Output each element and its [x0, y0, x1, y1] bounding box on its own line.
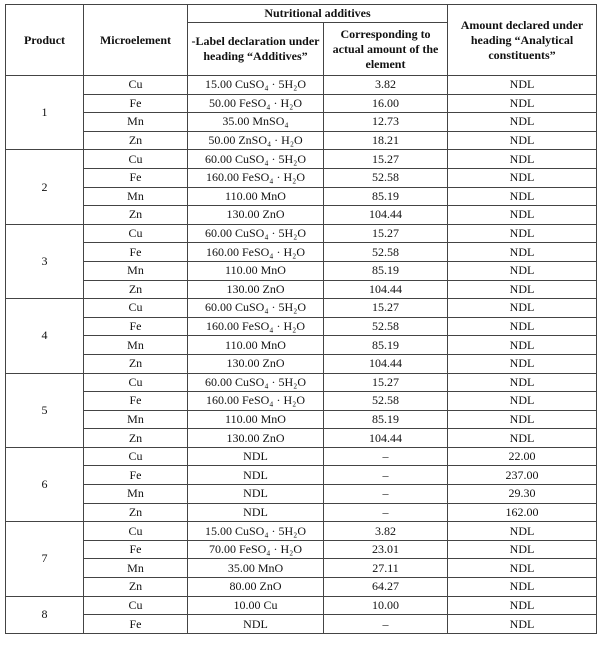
declared-amount-cell: NDL	[448, 540, 597, 559]
declared-amount-cell: NDL	[448, 429, 597, 448]
label-declaration-cell: NDL	[188, 466, 324, 485]
label-declaration-cell: 60.00 CuSO₄ · 5H₂O	[188, 373, 324, 392]
label-declaration-cell: NDL	[188, 503, 324, 522]
microelement-cell: Mn	[84, 559, 188, 578]
actual-amount-cell: –	[324, 615, 448, 634]
declared-amount-cell: NDL	[448, 206, 597, 225]
table-body	[6, 76, 597, 634]
label-declaration-cell: 60.00 CuSO₄ · 5H₂O	[188, 224, 324, 243]
header-nutritional-additives: Nutritional additives	[188, 5, 448, 23]
table-row	[6, 224, 597, 243]
microelement-cell: Mn	[84, 336, 188, 355]
declared-amount-cell: NDL	[448, 187, 597, 206]
label-declaration-cell: 110.00 MnO	[188, 410, 324, 429]
table-row	[6, 447, 597, 466]
declared-amount-cell: NDL	[448, 317, 597, 336]
table-row	[6, 540, 597, 559]
product-number-cell: 4	[6, 299, 84, 373]
label-declaration-cell: 130.00 ZnO	[188, 354, 324, 373]
label-declaration-cell: 15.00 CuSO₄ · 5H₂O	[188, 76, 324, 95]
microelement-cell: Mn	[84, 113, 188, 132]
actual-amount-cell: 15.27	[324, 150, 448, 169]
declared-amount-cell: NDL	[448, 354, 597, 373]
product-number-cell: 5	[6, 373, 84, 447]
table-container	[5, 4, 597, 634]
declared-amount-cell: NDL	[448, 94, 597, 113]
actual-amount-cell: –	[324, 485, 448, 504]
actual-amount-cell: 52.58	[324, 317, 448, 336]
label-declaration-cell: 160.00 FeSO₄ · H₂O	[188, 243, 324, 262]
declared-amount-cell: NDL	[448, 596, 597, 615]
table-row	[6, 280, 597, 299]
label-declaration-cell: 10.00 Cu	[188, 596, 324, 615]
product-number-cell: 1	[6, 76, 84, 150]
label-declaration-cell: 60.00 CuSO₄ · 5H₂O	[188, 299, 324, 318]
header-amount-declared: Amount declared under heading “Analytical constituents”	[448, 5, 597, 76]
actual-amount-cell: 18.21	[324, 131, 448, 150]
microelement-cell: Fe	[84, 243, 188, 262]
table-row	[6, 243, 597, 262]
microelement-cell: Fe	[84, 615, 188, 634]
microelement-cell: Zn	[84, 578, 188, 597]
microelement-cell: Zn	[84, 280, 188, 299]
label-declaration-cell: NDL	[188, 615, 324, 634]
actual-amount-cell: 23.01	[324, 540, 448, 559]
actual-amount-cell: 3.82	[324, 76, 448, 95]
table-row	[6, 373, 597, 392]
declared-amount-cell: NDL	[448, 299, 597, 318]
actual-amount-cell: 85.19	[324, 410, 448, 429]
actual-amount-cell: –	[324, 447, 448, 466]
actual-amount-cell: 104.44	[324, 206, 448, 225]
table-row	[6, 392, 597, 411]
microelement-cell: Cu	[84, 596, 188, 615]
table-row	[6, 336, 597, 355]
declared-amount-cell: NDL	[448, 261, 597, 280]
table-header	[6, 5, 597, 76]
microelement-cell: Mn	[84, 410, 188, 429]
actual-amount-cell: 52.58	[324, 168, 448, 187]
declared-amount-cell: NDL	[448, 150, 597, 169]
label-declaration-cell: 110.00 MnO	[188, 187, 324, 206]
table-row	[6, 299, 597, 318]
table-row	[6, 206, 597, 225]
table-row	[6, 615, 597, 634]
table-row	[6, 596, 597, 615]
actual-amount-cell: 64.27	[324, 578, 448, 597]
declared-amount-cell: NDL	[448, 373, 597, 392]
table-row	[6, 94, 597, 113]
table-row	[6, 429, 597, 448]
table-row	[6, 485, 597, 504]
actual-amount-cell: 12.73	[324, 113, 448, 132]
microelement-cell: Cu	[84, 522, 188, 541]
actual-amount-cell: 16.00	[324, 94, 448, 113]
declared-amount-cell: NDL	[448, 522, 597, 541]
actual-amount-cell: 104.44	[324, 354, 448, 373]
label-declaration-cell: 60.00 CuSO₄ · 5H₂O	[188, 150, 324, 169]
label-declaration-cell: 130.00 ZnO	[188, 280, 324, 299]
actual-amount-cell: 52.58	[324, 243, 448, 262]
declared-amount-cell: 237.00	[448, 466, 597, 485]
header-corresponding: Corresponding to actual amount of the element	[324, 23, 448, 76]
table-row	[6, 150, 597, 169]
label-declaration-cell: NDL	[188, 447, 324, 466]
microelement-cell: Cu	[84, 373, 188, 392]
declared-amount-cell: 22.00	[448, 447, 597, 466]
actual-amount-cell: 15.27	[324, 373, 448, 392]
label-declaration-cell: 50.00 ZnSO₄ · H₂O	[188, 131, 324, 150]
header-product: Product	[6, 5, 84, 76]
declared-amount-cell: 162.00	[448, 503, 597, 522]
table-row	[6, 354, 597, 373]
product-number-cell: 8	[6, 596, 84, 633]
table-row	[6, 168, 597, 187]
microelement-cell: Zn	[84, 354, 188, 373]
declared-amount-cell: NDL	[448, 336, 597, 355]
label-declaration-cell: 160.00 FeSO₄ · H₂O	[188, 392, 324, 411]
declared-amount-cell: NDL	[448, 131, 597, 150]
declared-amount-cell: NDL	[448, 615, 597, 634]
declared-amount-cell: NDL	[448, 113, 597, 132]
table-row	[6, 522, 597, 541]
microelement-cell: Fe	[84, 94, 188, 113]
product-number-cell: 7	[6, 522, 84, 596]
microelement-cell: Zn	[84, 429, 188, 448]
actual-amount-cell: 10.00	[324, 596, 448, 615]
actual-amount-cell: 15.27	[324, 299, 448, 318]
microelement-cell: Cu	[84, 150, 188, 169]
label-declaration-cell: 160.00 FeSO₄ · H₂O	[188, 168, 324, 187]
label-declaration-cell: 50.00 FeSO₄ · H₂O	[188, 94, 324, 113]
label-declaration-cell: 35.00 MnO	[188, 559, 324, 578]
declared-amount-cell: 29.30	[448, 485, 597, 504]
microelement-cell: Cu	[84, 447, 188, 466]
table-row	[6, 113, 597, 132]
microelement-table	[5, 4, 597, 634]
label-declaration-cell: 15.00 CuSO₄ · 5H₂O	[188, 522, 324, 541]
actual-amount-cell: 3.82	[324, 522, 448, 541]
actual-amount-cell: 85.19	[324, 336, 448, 355]
microelement-cell: Cu	[84, 76, 188, 95]
actual-amount-cell: 85.19	[324, 187, 448, 206]
label-declaration-cell: 160.00 FeSO₄ · H₂O	[188, 317, 324, 336]
microelement-cell: Zn	[84, 503, 188, 522]
product-number-cell: 2	[6, 150, 84, 224]
label-declaration-cell: 130.00 ZnO	[188, 429, 324, 448]
header-label-declaration: -Label declaration under heading “Additives”	[188, 23, 324, 76]
table-row	[6, 76, 597, 95]
label-declaration-cell: 80.00 ZnO	[188, 578, 324, 597]
declared-amount-cell: NDL	[448, 280, 597, 299]
table-row	[6, 578, 597, 597]
actual-amount-cell: –	[324, 466, 448, 485]
product-number-cell: 3	[6, 224, 84, 298]
microelement-cell: Cu	[84, 224, 188, 243]
header-microelement: Microelement	[84, 5, 188, 76]
declared-amount-cell: NDL	[448, 76, 597, 95]
microelement-cell: Mn	[84, 485, 188, 504]
actual-amount-cell: 104.44	[324, 280, 448, 299]
declared-amount-cell: NDL	[448, 578, 597, 597]
actual-amount-cell: 52.58	[324, 392, 448, 411]
actual-amount-cell: 85.19	[324, 261, 448, 280]
microelement-cell: Mn	[84, 261, 188, 280]
table-row	[6, 317, 597, 336]
actual-amount-cell: 27.11	[324, 559, 448, 578]
table-row	[6, 131, 597, 150]
declared-amount-cell: NDL	[448, 243, 597, 262]
microelement-cell: Mn	[84, 187, 188, 206]
declared-amount-cell: NDL	[448, 224, 597, 243]
label-declaration-cell: 70.00 FeSO₄ · H₂O	[188, 540, 324, 559]
label-declaration-cell: NDL	[188, 485, 324, 504]
declared-amount-cell: NDL	[448, 410, 597, 429]
table-row	[6, 187, 597, 206]
microelement-cell: Fe	[84, 392, 188, 411]
product-number-cell: 6	[6, 447, 84, 521]
microelement-cell: Fe	[84, 466, 188, 485]
table-row	[6, 559, 597, 578]
declared-amount-cell: NDL	[448, 559, 597, 578]
declared-amount-cell: NDL	[448, 168, 597, 187]
label-declaration-cell: 130.00 ZnO	[188, 206, 324, 225]
table-row	[6, 410, 597, 429]
table-row	[6, 503, 597, 522]
label-declaration-cell: 35.00 MnSO₄	[188, 113, 324, 132]
microelement-cell: Zn	[84, 131, 188, 150]
actual-amount-cell: –	[324, 503, 448, 522]
label-declaration-cell: 110.00 MnO	[188, 336, 324, 355]
microelement-cell: Fe	[84, 317, 188, 336]
label-declaration-cell: 110.00 MnO	[188, 261, 324, 280]
table-row	[6, 466, 597, 485]
microelement-cell: Cu	[84, 299, 188, 318]
declared-amount-cell: NDL	[448, 392, 597, 411]
actual-amount-cell: 104.44	[324, 429, 448, 448]
microelement-cell: Zn	[84, 206, 188, 225]
actual-amount-cell: 15.27	[324, 224, 448, 243]
table-row	[6, 261, 597, 280]
microelement-cell: Fe	[84, 540, 188, 559]
microelement-cell: Fe	[84, 168, 188, 187]
